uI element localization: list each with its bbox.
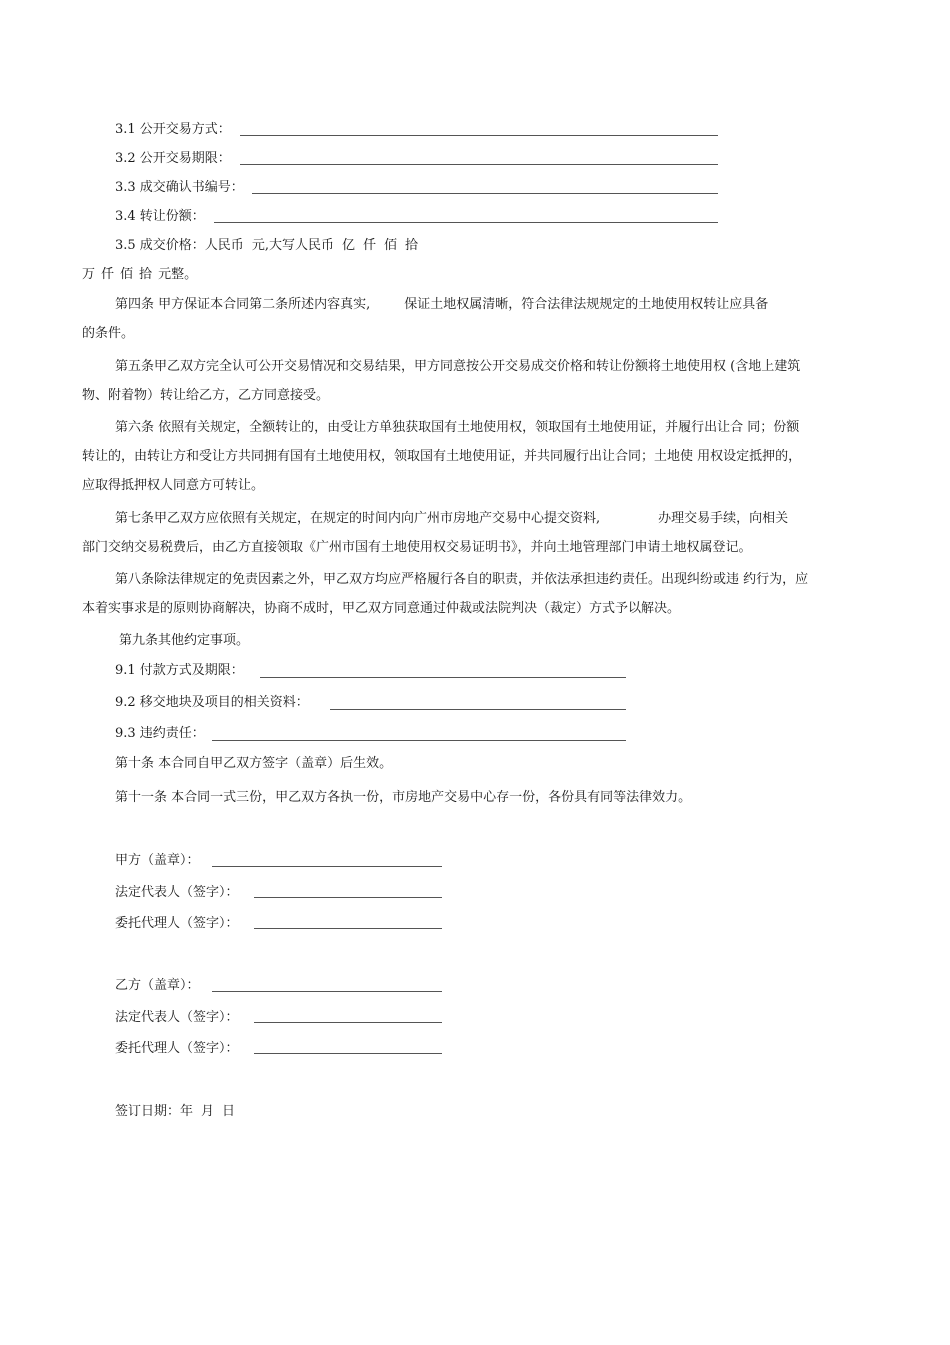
article-7-part-a: 第七条甲乙双方应依照有关规定，在规定的时间内向广州市房地产交易中心提交资料, bbox=[115, 511, 601, 526]
party-b-rep-label: 法定代表人（签字）： bbox=[115, 1010, 239, 1025]
item-3-4-label: 3.4 转让份额： bbox=[115, 209, 205, 224]
article-9-title: 第九条其他约定事项。 bbox=[119, 633, 250, 648]
article-6-line3: 应取得抵押权人同意方可转让。 bbox=[82, 478, 265, 493]
article-7-part-b: 办理交易手续，向相关 bbox=[658, 511, 789, 526]
party-a-agent-blank[interactable] bbox=[254, 928, 442, 929]
item-3-5-line2 bbox=[82, 266, 197, 284]
qian-unit-2: 仟 bbox=[101, 267, 115, 282]
qian-unit: 仟 bbox=[362, 238, 376, 253]
wan-unit: 万 bbox=[82, 267, 96, 282]
signing-date bbox=[115, 1103, 235, 1121]
item-9-3-blank[interactable] bbox=[212, 740, 626, 741]
party-b-seal-blank[interactable] bbox=[212, 991, 442, 992]
article-10: 第十条 本合同自甲乙双方签字（盖章）后生效。 bbox=[115, 756, 393, 771]
party-a-seal-label: 甲方（盖章）： bbox=[115, 853, 200, 868]
item-3-3-label: 3.3 成交确认书编号： bbox=[115, 180, 244, 195]
party-b-agent-label: 委托代理人（签字）： bbox=[115, 1041, 239, 1056]
item-3-2-blank[interactable] bbox=[240, 164, 718, 165]
item-3-4-blank[interactable] bbox=[214, 222, 718, 223]
article-11: 第十一条 本合同一式三份，甲乙双方各执一份，市房地产交易中心存一份，各份具有同等法律效力。 bbox=[115, 790, 692, 805]
article-8-line2: 本着实事求是的原则协商解决，协商不成时，甲乙双方同意通过仲裁或法院判决（裁定）方式予以解决。 bbox=[82, 601, 681, 616]
price-label: 3.5 成交价格：人民币 bbox=[115, 238, 244, 253]
bai-unit-2: 佰 bbox=[120, 267, 134, 282]
item-3-2-label: 3.2 公开交易期限： bbox=[115, 151, 231, 166]
article-5-line2: 物、附着物）转让给乙方，乙方同意接受。 bbox=[82, 388, 330, 403]
party-b-rep-blank[interactable] bbox=[254, 1022, 442, 1023]
article-7-line1 bbox=[115, 510, 788, 528]
party-a-agent-label: 委托代理人（签字）： bbox=[115, 916, 239, 931]
article-4-part-a: 第四条 甲方保证本合同第二条所述内容真实, bbox=[115, 297, 371, 312]
party-a-rep-blank[interactable] bbox=[254, 897, 442, 898]
article-6-line2: 转让的，由转让方和受让方共同拥有国有土地使用权，领取国有土地使用证，并共同履行出让合同；土地使 用权设定抵押的， bbox=[82, 449, 802, 464]
bai-unit: 佰 bbox=[384, 238, 398, 253]
party-a-seal-blank[interactable] bbox=[212, 866, 442, 867]
yuan-unit: 元, bbox=[251, 238, 269, 253]
party-b-seal-label: 乙方（盖章）： bbox=[115, 978, 200, 993]
item-9-2-label: 9.2 移交地块及项目的相关资料： bbox=[115, 695, 309, 710]
signing-date-label: 签订日期： bbox=[115, 1104, 181, 1119]
date-year: 年 bbox=[180, 1104, 194, 1119]
shi-unit: 拾 bbox=[405, 238, 419, 253]
item-9-1-label: 9.1 付款方式及期限： bbox=[115, 663, 244, 678]
article-6-line1: 第六条 依照有关规定，全额转让的，由受让方单独获取国有土地使用权，领取国有土地使用证，并履行出让合 同；份额 bbox=[115, 420, 800, 435]
item-9-1-blank[interactable] bbox=[260, 677, 626, 678]
yuan-zheng: 元整。 bbox=[158, 267, 198, 282]
party-b-agent-blank[interactable] bbox=[254, 1053, 442, 1054]
item-3-5-line1 bbox=[115, 237, 418, 255]
article-4-part-b: 保证土地权属清晰，符合法律法规规定的土地使用权转让应具备 bbox=[404, 297, 769, 312]
item-9-2-blank[interactable] bbox=[330, 709, 626, 710]
article-4-line2: 的条件。 bbox=[82, 326, 135, 341]
yi-unit: 亿 bbox=[341, 238, 355, 253]
item-3-3-blank[interactable] bbox=[252, 193, 718, 194]
item-3-1-blank[interactable] bbox=[240, 135, 718, 136]
article-7-line2: 部门交纳交易税费后，由乙方直接领取《广州市国有土地使用权交易证明书》，并向土地管理部门申请土地权属登记。 bbox=[82, 540, 752, 555]
party-a-rep-label: 法定代表人（签字）： bbox=[115, 885, 239, 900]
item-9-3-label: 9.3 违约责任： bbox=[115, 726, 205, 741]
uppercase-label: 大写人民币 bbox=[268, 238, 334, 253]
article-8-line1: 第八条除法律规定的免责因素之外，甲乙双方均应严格履行各自的职责，并依法承担违约责任。出现纠纷或违 约行为，应 bbox=[115, 572, 809, 587]
shi-unit-2: 拾 bbox=[139, 267, 153, 282]
date-day: 日 bbox=[222, 1104, 236, 1119]
article-5-line1: 第五条甲乙双方完全认可公开交易情况和交易结果，甲方同意按公开交易成交价格和转让份额将土地使用权 (含地上建筑 bbox=[115, 359, 801, 374]
article-4-line1 bbox=[115, 296, 768, 314]
item-3-1-label: 3.1 公开交易方式： bbox=[115, 122, 231, 137]
date-month: 月 bbox=[201, 1104, 215, 1119]
